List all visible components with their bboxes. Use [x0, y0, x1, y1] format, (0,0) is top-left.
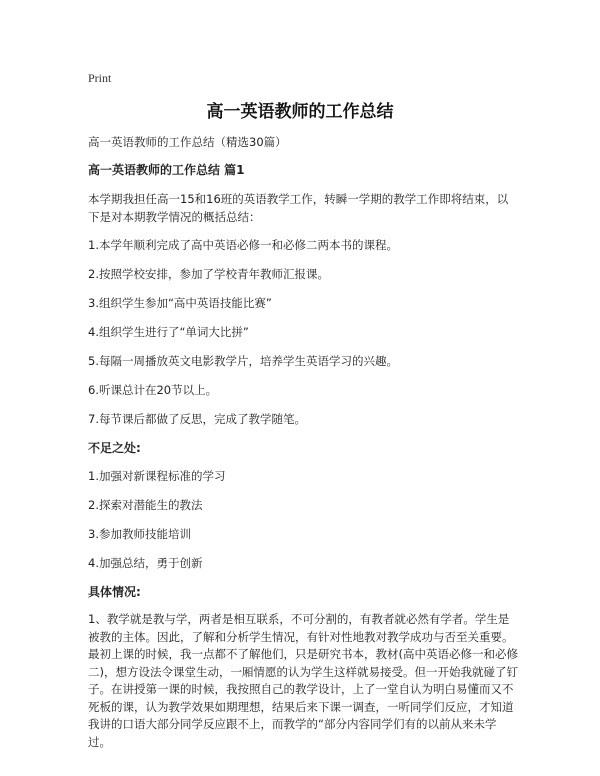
achievement-item: 4.组织学生进行了“单词大比拼”	[88, 325, 249, 339]
document-body	[88, 133, 518, 751]
achievement-item: 3.组织学生参加“高中英语技能比赛”	[88, 296, 272, 310]
document-subtitle: 高一英语教师的工作总结（精选30篇）	[88, 135, 287, 149]
document-title: 高一英语教师的工作总结	[206, 102, 394, 122]
section-heading: 高一英语教师的工作总结 篇1	[88, 163, 245, 177]
details-heading: 具体情况:	[88, 585, 141, 599]
achievement-item: 7.每节课后都做了反思，完成了教学随笔。	[88, 412, 306, 426]
print-label: Print	[88, 71, 112, 85]
shortcoming-item: 3.参加教师技能培训	[88, 527, 191, 541]
achievement-item: 5.每隔一周播放英文电影教学片，培养学生英语学习的兴趣。	[88, 354, 398, 368]
details-paragraph: 1、教学就是教与学，两者是相互联系，不可分割的，有教者就必然有学者。学生是被教的主体。因此，了解和分析学生情况，有针对性地教对教学成功与否至关重要。最初上课的时候，我一点都不了解他们，只是研究书本，教材(高中英语必修一和必修二)，想方设法令课堂生动，一厢情愿的认为学生这样就易接受。但一开始我就碰了钉子。在讲授第一课的时候，我按照自己的教学设计，上了一堂自认为明白易懂而又不死板的课，认为教学效果如期理想，结果后来下课一调查，一听同学们反应，才知道我讲的口语大部分同学反应跟不上，而教学的“部分内容同学们有的以前从来未学过。	[88, 612, 518, 749]
shortcoming-item: 4.加强总结，勇于创新	[88, 556, 203, 570]
intro-paragraph: 本学期我担任高一15和16班的英语教学工作，转瞬一学期的教学工作即将结束，以下是对本期教学情况的概括总结：	[88, 192, 509, 224]
shortcoming-item: 2.探索对潜能生的教法	[88, 498, 203, 512]
shortcoming-item: 1.加强对新课程标准的学习	[88, 469, 226, 483]
achievement-item: 6.听课总计在20节以上。	[88, 383, 218, 397]
achievement-item: 2.按照学校安排，参加了学校青年教师汇报课。	[88, 267, 329, 281]
achievement-item: 1.本学年顺利完成了高中英语必修一和必修二两本书的课程。	[88, 238, 398, 252]
shortcomings-heading: 不足之处:	[88, 441, 141, 455]
